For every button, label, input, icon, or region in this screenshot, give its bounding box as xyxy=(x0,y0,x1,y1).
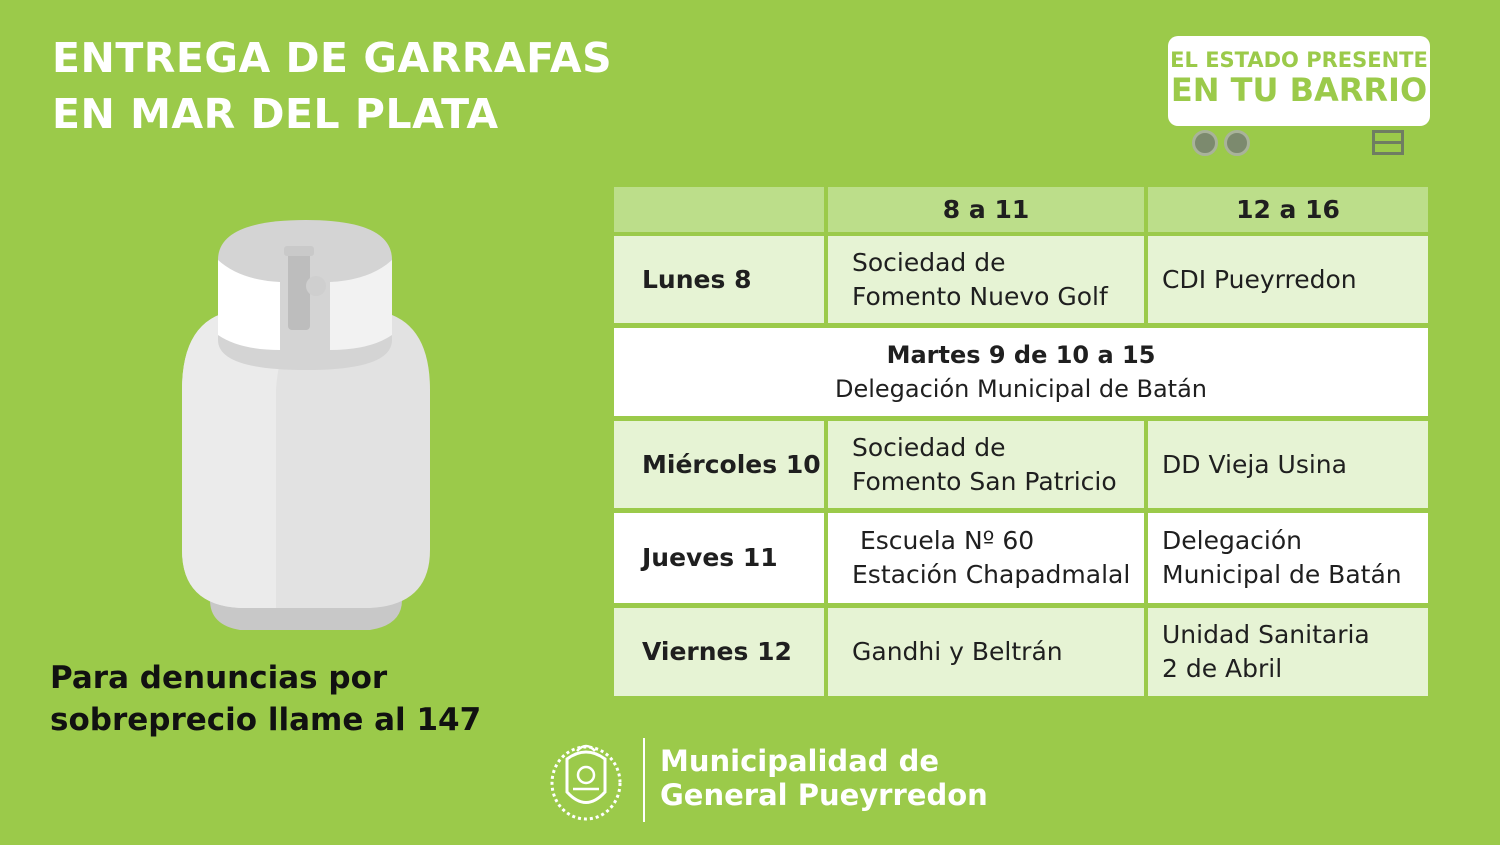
cell-text-line: Estación Chapadmalal xyxy=(852,560,1131,589)
table-cell-afternoon xyxy=(1148,608,1428,696)
bus-wheel-icon xyxy=(1224,130,1250,156)
special-day-title: Martes 9 de 10 a 15 xyxy=(886,341,1156,369)
complaint-line-2: sobreprecio llame al 147 xyxy=(50,702,482,738)
bus-window-icon xyxy=(1372,130,1404,155)
cell-text-line: Gandhi y Beltrán xyxy=(852,637,1063,666)
table-cell-morning xyxy=(828,513,1144,603)
title-line-2: EN MAR DEL PLATA xyxy=(52,90,499,138)
page-title xyxy=(52,30,612,142)
table-cell-morning xyxy=(828,236,1144,323)
cell-text-line: CDI Pueyrredon xyxy=(1162,264,1357,294)
table-row-day: Miércoles 10 xyxy=(614,421,824,508)
bus-wheel-icon xyxy=(1192,130,1218,156)
cell-text-line: Fomento Nuevo Golf xyxy=(852,281,1108,311)
cell-text-line: Sociedad de xyxy=(852,432,1006,462)
table-header-morning: 8 a 11 xyxy=(828,187,1144,232)
municipality-line-2: General Pueyrredon xyxy=(660,778,988,812)
table-cell-afternoon xyxy=(1148,421,1428,508)
cell-text-line: Fomento San Patricio xyxy=(852,466,1117,496)
cell-text-line: Sociedad de xyxy=(852,247,1006,277)
special-day-row xyxy=(614,328,1428,416)
badge-line-1: EL ESTADO PRESENTE xyxy=(1170,48,1428,72)
table-cell-morning xyxy=(828,421,1144,508)
cell-text-line: Escuela Nº 60 xyxy=(852,526,1035,555)
campaign-badge xyxy=(1168,36,1430,126)
complaint-line-1: Para denuncias por xyxy=(50,660,388,696)
table-header-afternoon: 12 a 16 xyxy=(1148,187,1428,232)
cell-text-line: DD Vieja Usina xyxy=(1162,449,1347,479)
cell-text-line: Municipal de Batán xyxy=(1162,560,1402,589)
cell-text-line: 2 de Abril xyxy=(1162,654,1283,683)
table-header-empty xyxy=(614,187,824,232)
municipality-name xyxy=(660,744,988,812)
special-day-location: Delegación Municipal de Batán xyxy=(834,375,1208,403)
complaint-note xyxy=(50,657,481,741)
cell-text-line: Unidad Sanitaria xyxy=(1162,620,1370,649)
footer-divider xyxy=(643,738,645,822)
table-row-day: Lunes 8 xyxy=(614,236,824,323)
municipal-seal-icon xyxy=(543,737,629,823)
municipality-line-1: Municipalidad de xyxy=(660,744,940,778)
cell-text-line: Delegación xyxy=(1162,526,1302,555)
title-line-1: ENTREGA DE GARRAFAS xyxy=(52,34,613,82)
table-cell-afternoon xyxy=(1148,513,1428,603)
table-cell-morning xyxy=(828,608,1144,696)
table-cell-afternoon xyxy=(1148,236,1428,323)
gas-cylinder-icon xyxy=(180,220,432,650)
badge-line-2: EN TU BARRIO xyxy=(1170,71,1428,109)
table-row-day: Viernes 12 xyxy=(614,608,824,696)
table-row-day: Jueves 11 xyxy=(614,513,824,603)
